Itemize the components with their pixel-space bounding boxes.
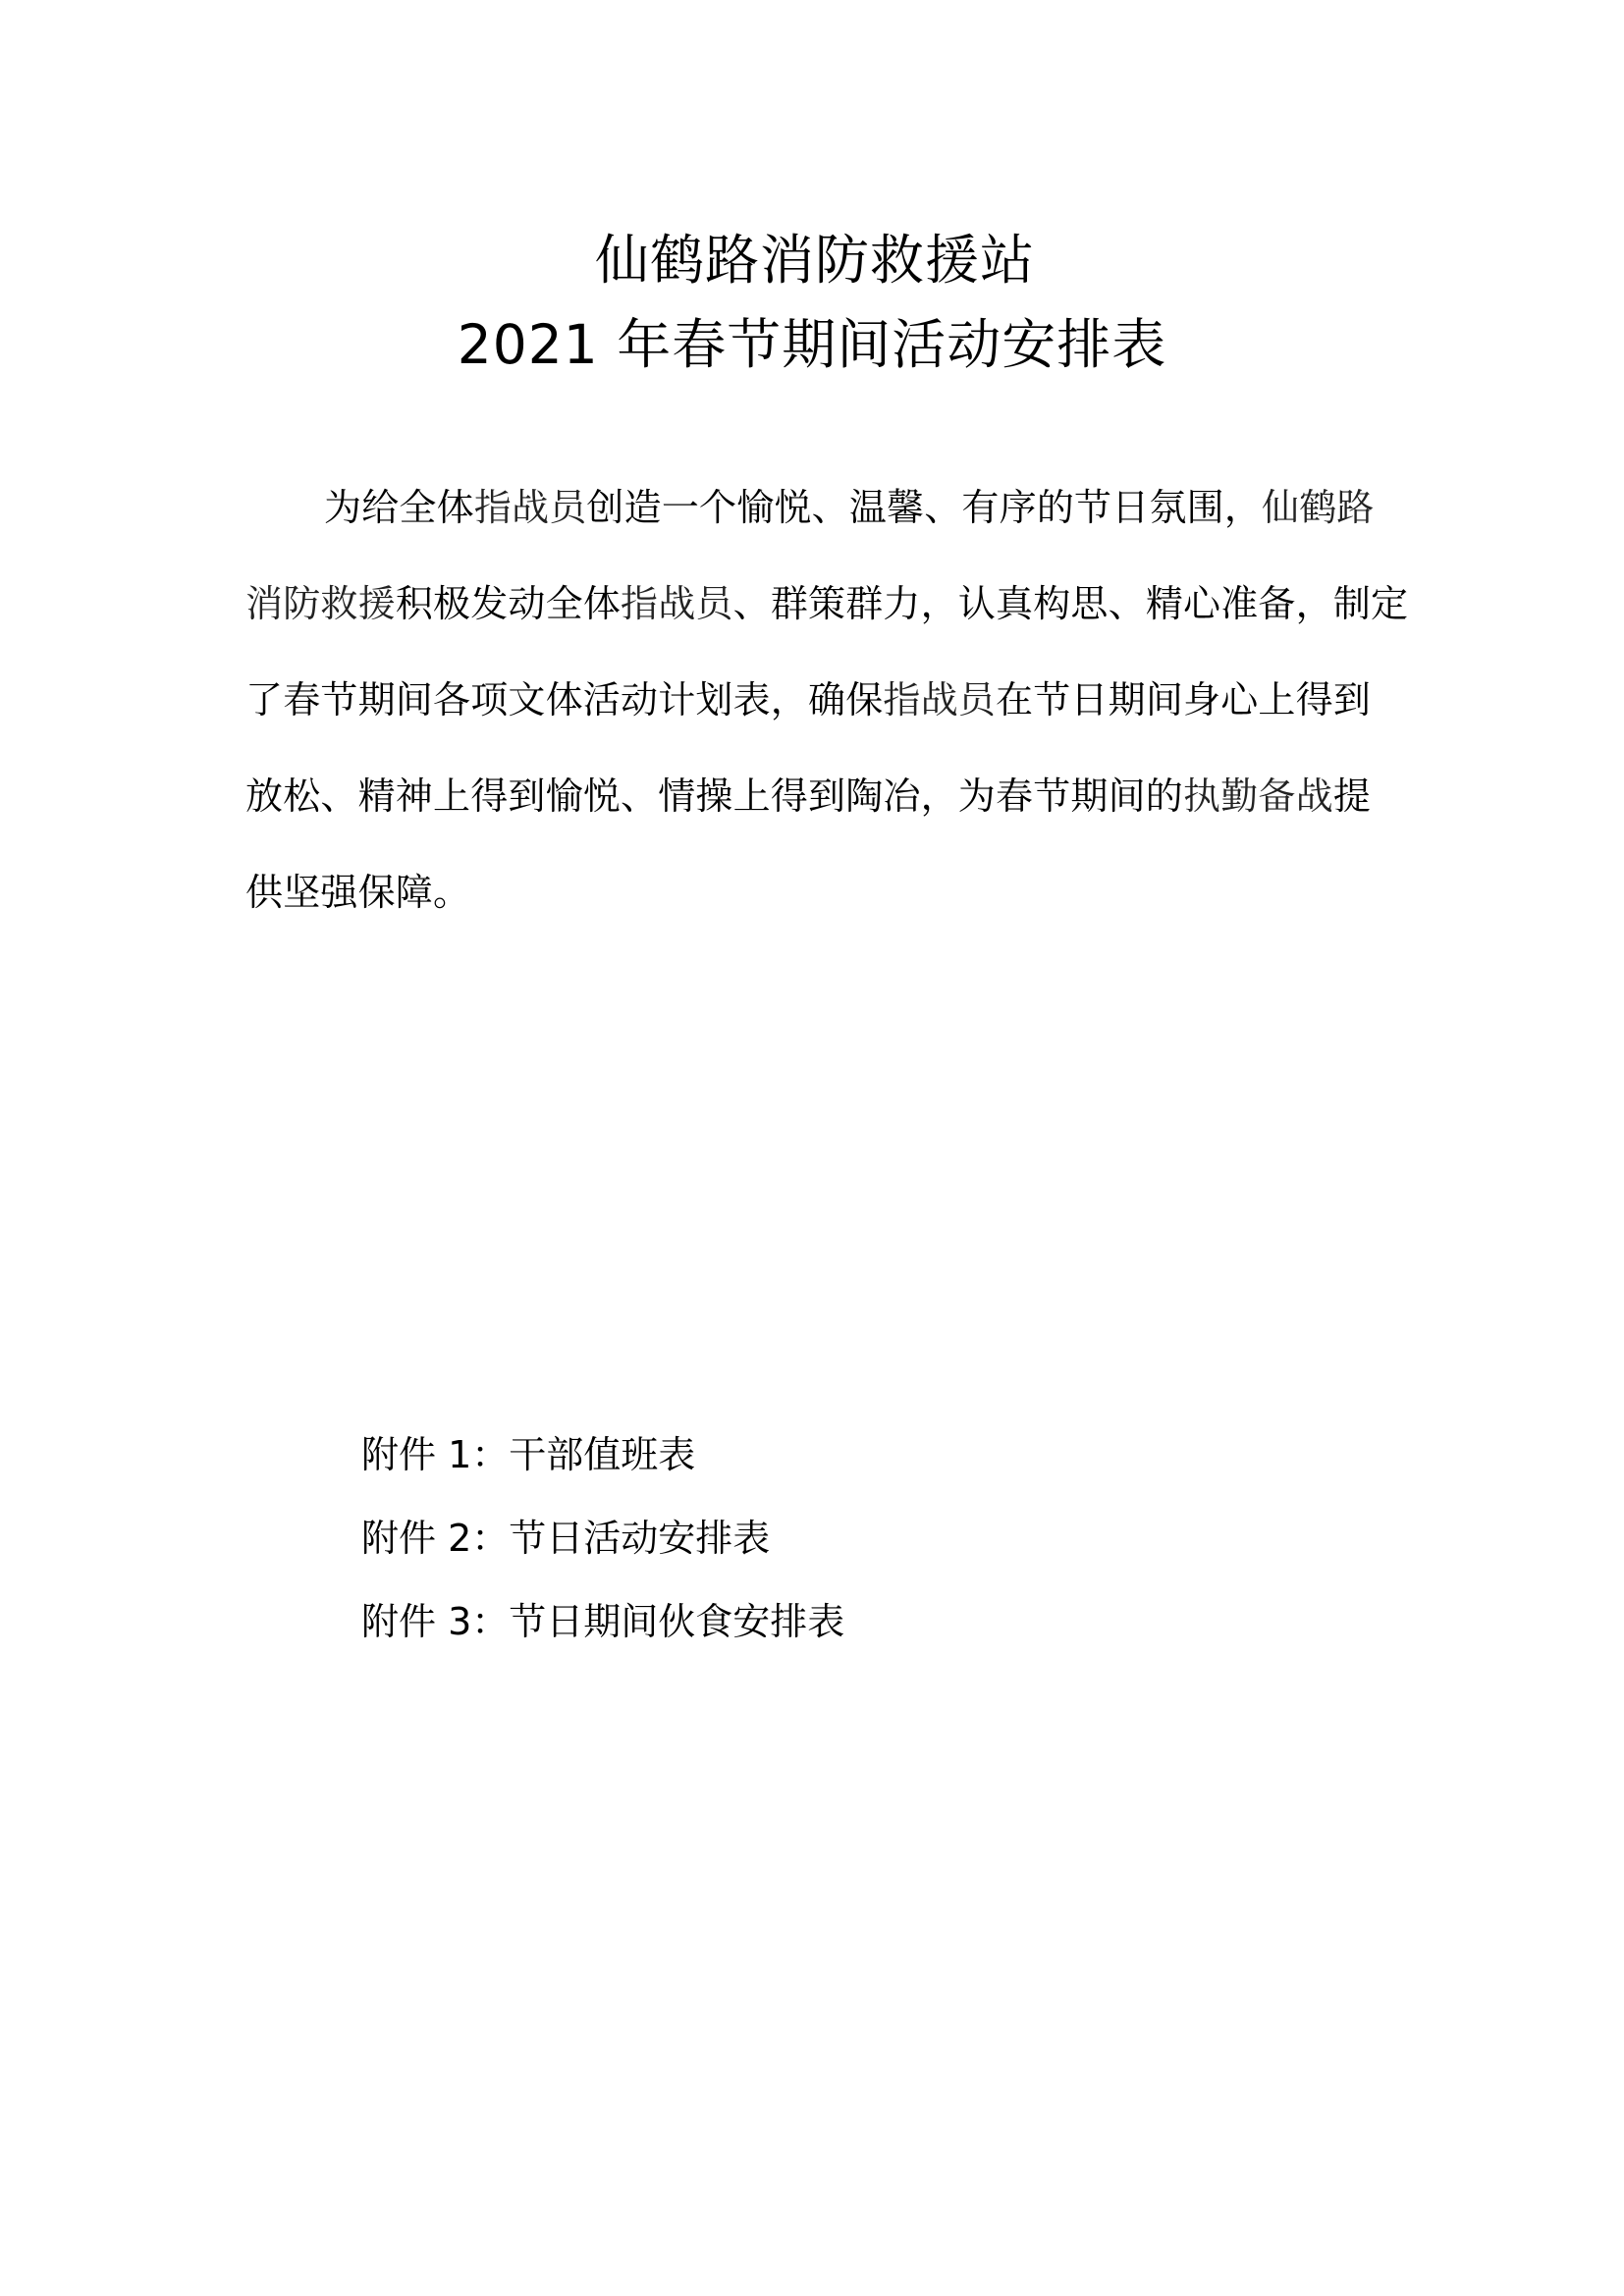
attachment-list [361, 1414, 844, 1664]
text-run-light: 指战员 [621, 582, 733, 625]
text-run: 放松、精神上得到愉悦、情操上得到陶冶，为春节期间的 [245, 774, 1184, 818]
text-run: 、群策群力，认真构思、精心准备，制定 [732, 582, 1409, 625]
attachment-name: 干部值班表 [509, 1433, 696, 1476]
text-run-light: 仙鹤路 [1262, 486, 1375, 529]
text-run: 创造一个愉悦、温馨、有序的节日氛围， [586, 486, 1263, 529]
title-line-station: 仙鹤路消防救援站 [594, 229, 1035, 292]
attachment-label: 附件 1： [361, 1433, 510, 1476]
attachment-label: 附件 3： [361, 1600, 510, 1643]
text-run: 在节日期间身心上得到 [996, 678, 1372, 721]
attachment-item-2 [361, 1497, 844, 1580]
text-run-light: 执勤备战 [1183, 774, 1333, 818]
attachment-item-3 [361, 1580, 844, 1664]
text-run: 了春节期间各项文体活动计划表，确保 [245, 678, 884, 721]
attachment-item-1 [361, 1414, 844, 1497]
attachment-name: 节日期间伙食安排表 [509, 1600, 845, 1643]
text-run: 提 [1332, 774, 1372, 818]
text-run-light: 指战员 [883, 678, 997, 721]
text-run: 为给全体 [324, 486, 474, 529]
text-run-light: 指战员 [473, 486, 587, 529]
attachment-label: 附件 2： [361, 1517, 510, 1560]
text-run-light: 消防救援 [245, 582, 396, 625]
intro-paragraph [245, 444, 1409, 956]
title-line-schedule: 2021 年春节期间活动安排表 [457, 313, 1167, 376]
attachment-name: 节日活动安排表 [509, 1517, 771, 1560]
text-run: 供坚强保障。 [245, 871, 471, 914]
document-title [0, 218, 1624, 387]
text-run: 积极发动全体 [395, 582, 622, 625]
